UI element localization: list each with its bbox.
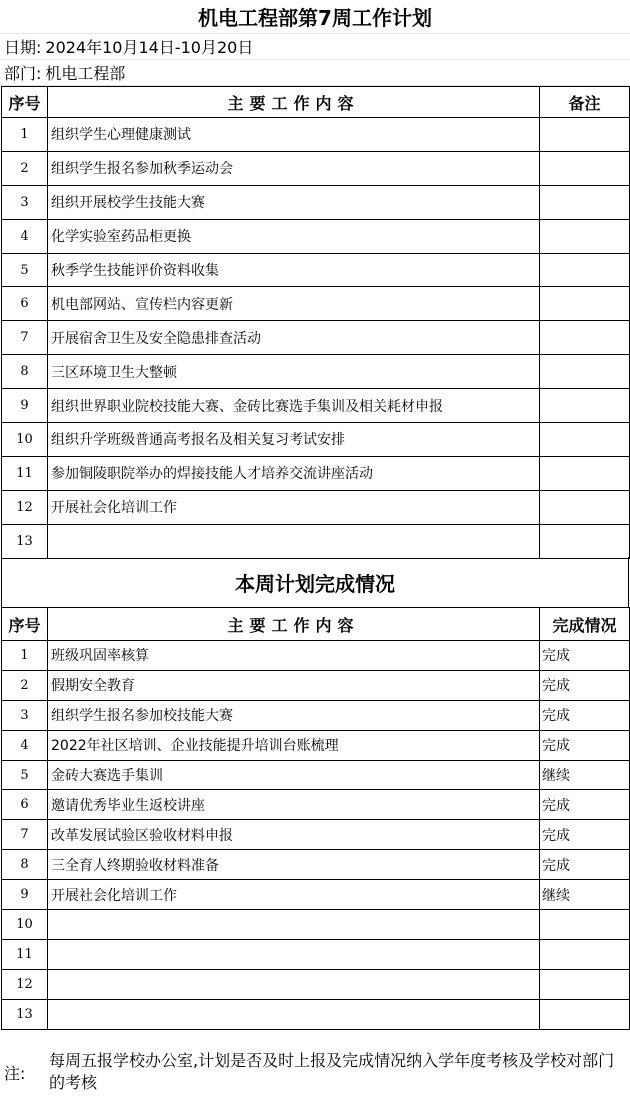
row-number: 13 (2, 524, 48, 558)
table-row (2, 253, 630, 287)
table-row (2, 910, 630, 940)
row-content: 邀请优秀毕业生返校讲座 (48, 790, 540, 820)
row-content: 改革发展试验区验收材料申报 (48, 820, 540, 850)
row-status: 完成 (540, 790, 630, 820)
row-content: 假期安全教育 (48, 670, 540, 700)
row-status: 完成 (540, 730, 630, 760)
table-row (2, 118, 630, 152)
table-row (2, 670, 630, 700)
department-value: 机电工程部 (45, 64, 126, 83)
row-remark (540, 524, 630, 558)
table-row (2, 151, 630, 185)
completion-table-header (2, 608, 630, 641)
row-content: 组织学生报名参加秋季运动会 (48, 151, 540, 185)
row-number: 8 (2, 355, 48, 389)
row-remark (540, 321, 630, 355)
table-row (2, 939, 630, 969)
row-status: 完成 (540, 850, 630, 880)
row-remark (540, 287, 630, 321)
completion-header-content: 主要工作内容 (48, 608, 540, 641)
row-number: 12 (2, 969, 48, 999)
row-number: 5 (2, 760, 48, 790)
row-content (48, 939, 540, 969)
row-number: 6 (2, 287, 48, 321)
row-number: 11 (2, 456, 48, 490)
row-content: 三区环境卫生大整顿 (48, 355, 540, 389)
table-row (2, 490, 630, 524)
completion-header-status: 完成情况 (540, 608, 630, 641)
row-number: 10 (2, 910, 48, 940)
row-status: 完成 (540, 700, 630, 730)
row-number: 3 (2, 700, 48, 730)
row-content (48, 999, 540, 1029)
row-number: 7 (2, 820, 48, 850)
completion-section-title: 本周计划完成情况 (1, 557, 629, 607)
row-status: 继续 (540, 880, 630, 910)
row-number: 2 (2, 670, 48, 700)
row-content: 开展宿舍卫生及安全隐患排查活动 (48, 321, 540, 355)
table-row (2, 219, 630, 253)
row-content: 金砖大赛选手集训 (48, 760, 540, 790)
table-row (2, 287, 630, 321)
footnote (0, 1047, 630, 1098)
plan-table-header (2, 87, 630, 118)
row-number: 10 (2, 423, 48, 457)
row-remark (540, 185, 630, 219)
footnote-label: 注: (4, 1064, 26, 1083)
table-row (2, 185, 630, 219)
table-row (2, 820, 630, 850)
row-number: 1 (2, 641, 48, 671)
row-number: 5 (2, 253, 48, 287)
row-content: 秋季学生技能评价资料收集 (48, 253, 540, 287)
row-number: 4 (2, 219, 48, 253)
row-content: 2022年社区培训、企业技能提升培训台账梳理 (48, 730, 540, 760)
table-row (2, 641, 630, 671)
plan-header-no: 序号 (2, 87, 48, 118)
row-number: 12 (2, 490, 48, 524)
row-remark (540, 355, 630, 389)
row-remark (540, 253, 630, 287)
department-row (0, 60, 630, 86)
row-remark (540, 389, 630, 423)
plan-header-content: 主要工作内容 (48, 87, 540, 118)
table-row (2, 999, 630, 1029)
page-title: 机电工程部第7周工作计划 (0, 0, 630, 34)
row-content (48, 524, 540, 558)
row-number: 9 (2, 880, 48, 910)
row-status (540, 910, 630, 940)
row-status (540, 939, 630, 969)
row-status: 完成 (540, 820, 630, 850)
table-row (2, 730, 630, 760)
row-content: 组织世界职业院校技能大赛、金砖比赛选手集训及相关耗材申报 (48, 389, 540, 423)
table-row (2, 760, 630, 790)
row-status: 继续 (540, 760, 630, 790)
row-number: 9 (2, 389, 48, 423)
department-label: 部门: (4, 64, 42, 83)
row-content: 组织学生报名参加校技能大赛 (48, 700, 540, 730)
row-number: 1 (2, 118, 48, 152)
table-row (2, 355, 630, 389)
row-content: 机电部网站、宣传栏内容更新 (48, 287, 540, 321)
row-content: 开展社会化培训工作 (48, 490, 540, 524)
row-content (48, 910, 540, 940)
row-remark (540, 490, 630, 524)
row-remark (540, 118, 630, 152)
row-status (540, 969, 630, 999)
date-value: 2024年10月14日-10月20日 (45, 38, 254, 57)
table-row (2, 850, 630, 880)
row-remark (540, 219, 630, 253)
table-row (2, 969, 630, 999)
row-content: 三全育人终期验收材料准备 (48, 850, 540, 880)
footnote-text: 每周五报学校办公室,计划是否及时上报及完成情况纳入学年度考核及学校对部门的考核 (49, 1051, 615, 1092)
table-row (2, 524, 630, 558)
row-content: 开展社会化培训工作 (48, 880, 540, 910)
row-number: 2 (2, 151, 48, 185)
date-label: 日期: (4, 38, 42, 57)
table-row (2, 389, 630, 423)
row-number: 11 (2, 939, 48, 969)
row-content: 组织开展校学生技能大赛 (48, 185, 540, 219)
row-status (540, 999, 630, 1029)
row-content: 班级巩固率核算 (48, 641, 540, 671)
row-content: 参加铜陵职院举办的焊接技能人才培养交流讲座活动 (48, 456, 540, 490)
table-row (2, 790, 630, 820)
table-row (2, 423, 630, 457)
row-number: 6 (2, 790, 48, 820)
table-row (2, 700, 630, 730)
row-status: 完成 (540, 641, 630, 671)
date-row (0, 34, 630, 60)
row-remark (540, 423, 630, 457)
row-content (48, 969, 540, 999)
row-remark (540, 456, 630, 490)
row-remark (540, 151, 630, 185)
row-number: 3 (2, 185, 48, 219)
table-row (2, 456, 630, 490)
completion-table (1, 607, 630, 1030)
completion-header-no: 序号 (2, 608, 48, 641)
table-row (2, 321, 630, 355)
row-number: 8 (2, 850, 48, 880)
row-content: 组织学生心理健康测试 (48, 118, 540, 152)
plan-table (1, 86, 630, 559)
plan-header-remark: 备注 (540, 87, 630, 118)
row-content: 化学实验室药品柜更换 (48, 219, 540, 253)
row-status: 完成 (540, 670, 630, 700)
table-row (2, 880, 630, 910)
row-number: 7 (2, 321, 48, 355)
row-number: 4 (2, 730, 48, 760)
row-content: 组织升学班级普通高考报名及相关复习考试安排 (48, 423, 540, 457)
row-number: 13 (2, 999, 48, 1029)
